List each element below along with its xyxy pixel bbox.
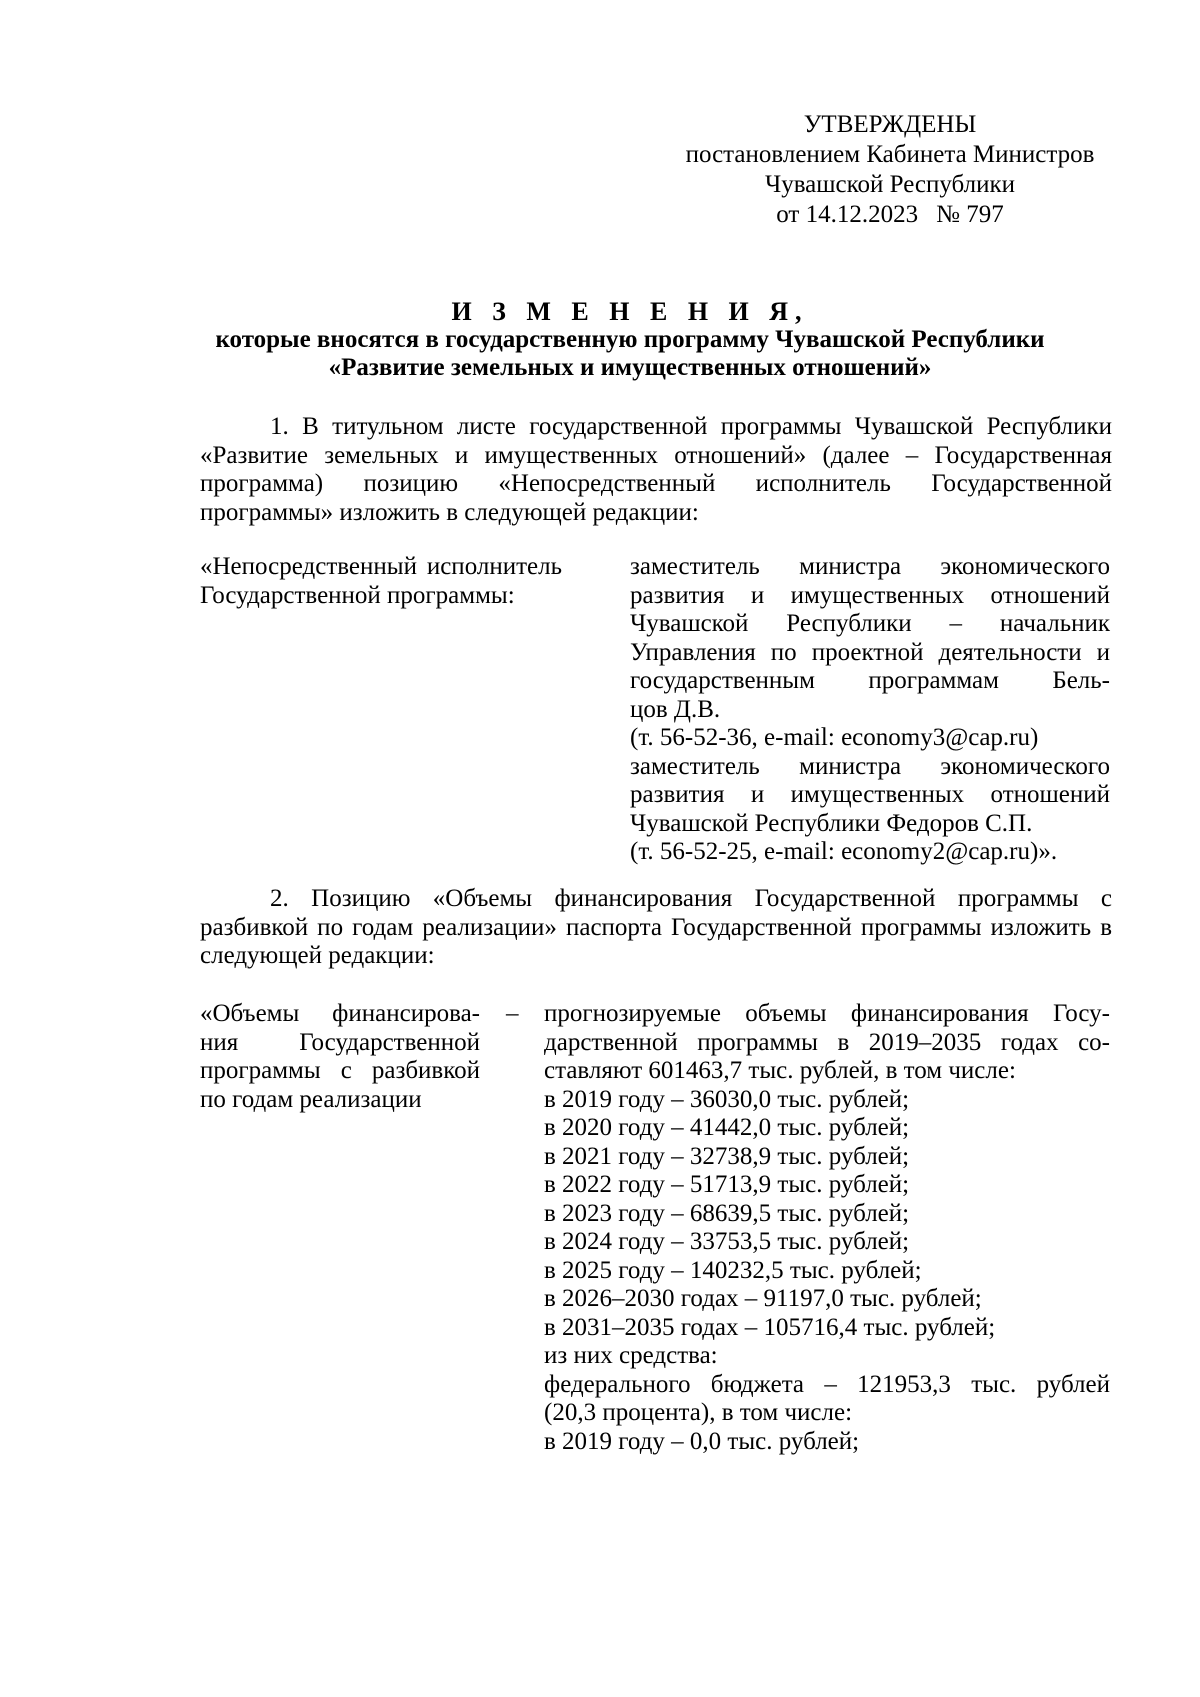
approval-block: [670, 110, 1110, 230]
approval-issuer: постановлением Кабинета Министров: [685, 141, 1095, 168]
item-2-right-line: из них средства:: [544, 1342, 718, 1369]
item-1-position-value: [630, 553, 1110, 867]
item-1-right-line: государственным программам Бель-: [630, 667, 1110, 694]
item-2-dash: –: [506, 1000, 519, 1027]
approval-title: УТВЕРЖДЕНЫ: [803, 111, 977, 138]
item-2-right-line: в 2025 году – 140232,5 тыс. рублей;: [544, 1256, 922, 1284]
item-2-right-line: в 2023 году – 68639,5 тыс. рублей;: [544, 1199, 910, 1227]
item-1-right-line: Чувашской Республики – начальник: [630, 610, 1110, 637]
item-2-left-line: по годам реализации: [200, 1085, 422, 1113]
approval-date-line: [670, 200, 1110, 230]
title-subtitle: которые вносятся в государственную программу Чувашской Республики: [215, 326, 1045, 353]
item-1-right-line: заместитель министра экономического: [630, 553, 1110, 580]
item-2-right-line: прогнозируемые объемы финансирования Госу-: [544, 1000, 1110, 1027]
item-1-right-line: Управления по проектной деятельности и: [630, 638, 1110, 666]
item-1-right-line: развития и имущественных отношений: [630, 781, 1110, 808]
item-2-left-line: «Объемы финансирова-: [200, 1000, 480, 1027]
item-2-right-line: в 2026–2030 годах – 91197,0 тыс. рублей;: [544, 1285, 982, 1312]
approval-number: № 797: [936, 201, 1004, 228]
approval-republic: Чувашской Республики: [764, 171, 1016, 198]
item-1-paragraph: [200, 413, 1112, 527]
item-2-right-line: в 2024 году – 33753,5 тыс. рублей;: [544, 1228, 910, 1255]
item-1-text: 1. В титульном листе государственной программы Чувашской Республики «Развитие земельных и имущественных отношений» (далее – Государственная программа) позицию «Непосредственный исполнитель Государственной программы» изложить в следующей редакции:: [200, 413, 1112, 526]
item-1-right-line: развития и имущественных отношений: [630, 581, 1110, 609]
title-heading: И З М Е Н Е Н И Я,: [451, 297, 809, 326]
item-2-right-line: в 2020 году – 41442,0 тыс. рублей;: [544, 1114, 910, 1141]
item-1-position-table: [200, 553, 1112, 873]
item-2-right-line: в 2019 году – 0,0 тыс. рублей;: [544, 1427, 860, 1455]
item-2-right-line: дарственной программы в 2019–2035 годах со-: [544, 1028, 1110, 1056]
document-title: [150, 298, 1110, 382]
item-1-left-line: «Непосредственный исполнитель: [200, 553, 562, 580]
item-2-paragraph: [200, 885, 1112, 971]
item-2-right-line: в 2031–2035 годах – 105716,4 тыс. рублей;: [544, 1313, 996, 1341]
item-1-left-line: Государственной программы:: [200, 581, 515, 609]
item-1-right-line: Чувашской Республики Федоров С.П.: [630, 809, 1033, 837]
item-2-text: 2. Позицию «Объемы финансирования Государственной программы с разбивкой по годам реализации» паспорта Государственной программы изложить в следующей редакции:: [200, 885, 1112, 969]
item-2-left-line: ния Государственной: [200, 1028, 480, 1056]
item-2-right-line: ставляют 601463,7 тыс. рублей, в том числе:: [544, 1057, 1016, 1084]
item-2-funding-table: [200, 1000, 1112, 1470]
item-2-right-line: в 2021 году – 32738,9 тыс. рублей;: [544, 1142, 910, 1170]
item-2-funding-value: [544, 1000, 1110, 1456]
item-1-right-line: цов Д.В.: [630, 695, 721, 723]
title-program-name: «Развитие земельных и имущественных отношений»: [328, 354, 932, 381]
approval-date: от 14.12.2023: [776, 201, 919, 228]
item-2-right-line: федерального бюджета – 121953,3 тыс. рублей: [544, 1370, 1110, 1398]
item-1-position-label: [200, 553, 562, 610]
item-2-right-line: (20,3 процента), в том числе:: [544, 1399, 853, 1426]
item-2-right-line: в 2019 году – 36030,0 тыс. рублей;: [544, 1085, 910, 1113]
item-1-right-line: (т. 56-52-36, e-mail: economy3@cap.ru): [630, 724, 1039, 751]
item-2-position-label: [200, 1000, 480, 1114]
item-1-right-line: (т. 56-52-25, e-mail: economy2@cap.ru)».: [630, 838, 1058, 865]
item-2-right-line: в 2022 году – 51713,9 тыс. рублей;: [544, 1171, 910, 1198]
item-2-left-line: программы с разбивкой: [200, 1057, 480, 1084]
item-1-right-line: заместитель министра экономического: [630, 752, 1110, 780]
